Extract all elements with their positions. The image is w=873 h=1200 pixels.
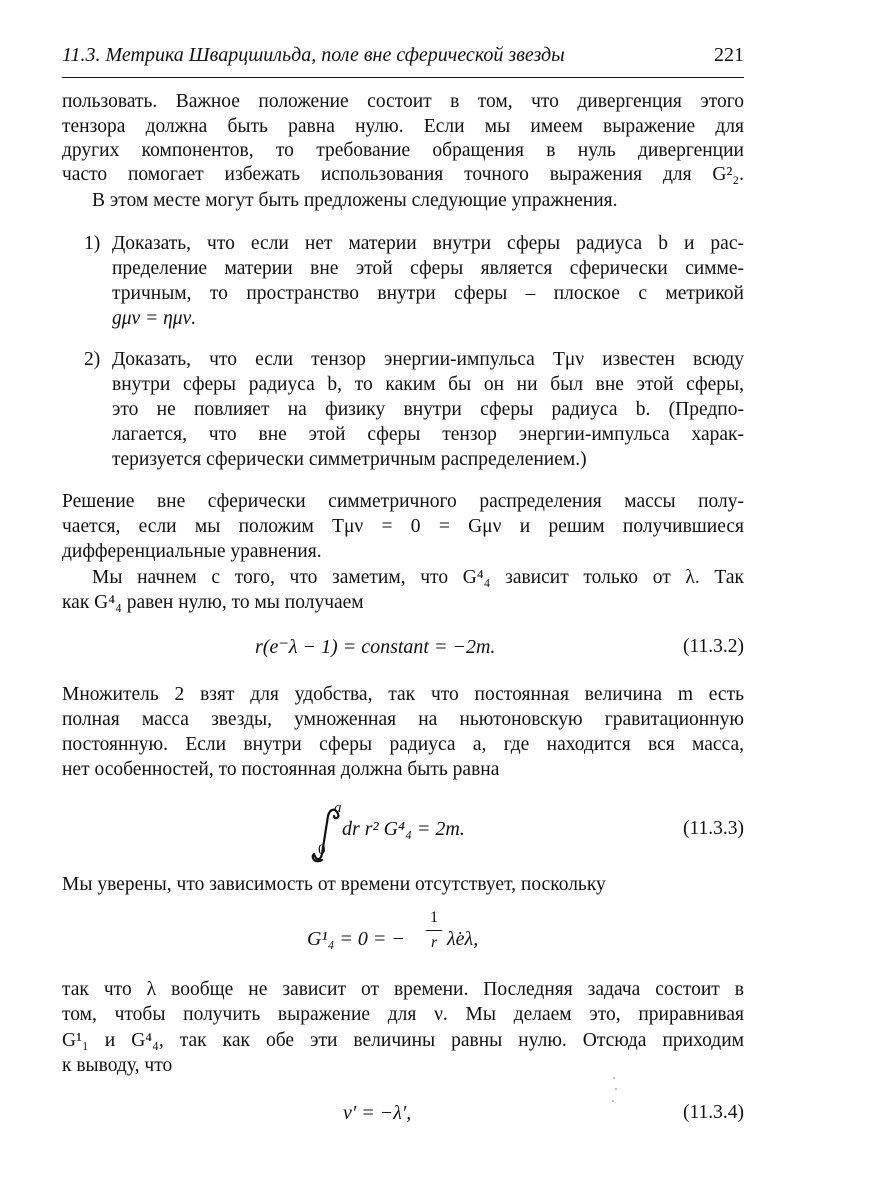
text-line: Решение вне сферически симметричного распределения массы полу- (62, 491, 744, 512)
text-line: полная масса звезды, умноженная на ньютоновскую гравитационную (62, 709, 744, 730)
exercise-1-marker: 1) (84, 233, 101, 254)
exercise-2-line: теризуется сферически симметричным распределением.) (112, 449, 587, 470)
exercise-2-marker: 2) (84, 349, 101, 370)
page-number: 221 (714, 44, 744, 66)
equation-g14-left: G¹₄ = 0 = − (307, 928, 405, 950)
exercise-2-line: Доказать, что если тензор энергии-импульса Tμν известен всюду (112, 349, 744, 370)
text-line: других компонентов, то требование обращения в нуль дивергенции (62, 140, 744, 161)
header-rule (62, 77, 744, 78)
text-line: к выводу, что (62, 1055, 173, 1076)
equation-11-3-4: ν′ = −λ′, (343, 1102, 412, 1124)
equation-number: (11.3.4) (682, 1102, 744, 1123)
text-line: как G⁴₄ равен нулю, то мы получаем (62, 592, 364, 613)
exercise-1-line: тричным, то пространство внутри сферы – плоское с метрикой (112, 283, 744, 304)
text-line: нет особенностей, то постоянная должна быть равна (62, 759, 500, 780)
text-line: Множитель 2 взят для удобства, так что постоянная величина m есть (62, 684, 744, 705)
equation-g14-right: λ̇eλ, (447, 928, 479, 950)
exercise-2-line: это не повлияет на физику внутри сферы радиуса b. (Предпо- (112, 399, 744, 420)
fraction-bar (426, 930, 442, 931)
equation-number: (11.3.2) (682, 636, 744, 657)
text-line: тензора должна быть равна нулю. Если мы имеем выражение для (62, 116, 744, 137)
text-line: том, чтобы получить выражение для ν. Мы делаем это, приравнивая (62, 1004, 744, 1025)
text-line: Мы начнем с того, что заметим, что G⁴₄ зависит только от λ. Так (92, 567, 744, 588)
text-line: постоянную. Если внутри сферы радиуса a, где находится вся масса, (62, 734, 744, 755)
equation-number: (11.3.3) (682, 818, 744, 839)
text-line: пользовать. Важное положение состоит в том, что дивергенция этого (62, 91, 744, 112)
exercise-1-line: Доказать, что если нет материи внутри сферы радиуса b и рас- (112, 233, 744, 254)
fraction-denominator: r (431, 934, 438, 951)
integral-upper-limit: a (334, 800, 342, 816)
equation-11-3-3-body: dr r² G⁴₄ = 2m. (342, 818, 465, 840)
running-title: 11.3. Метрика Шварцшильда, поле вне сферической звезды (62, 44, 565, 66)
exercise-1-line: gμν = ημν. (112, 308, 197, 329)
text-line: часто помогает избежать использования точного выражения для G²₂. (62, 164, 744, 185)
equation-11-3-2: r(e⁻λ − 1) = constant = −2m. (255, 636, 496, 658)
text-line: Мы уверены, что зависимость от времени отсутствует, поскольку (62, 874, 606, 895)
exercise-2-line: лагается, что вне этой сферы тензор энергии-импульса харак- (112, 424, 744, 445)
page-header (62, 44, 744, 74)
integral-lower-limit: 0 (318, 842, 326, 858)
text-line: G¹₁ и G⁴₄, так как обе эти величины равны нулю. Отсюда приходим (62, 1030, 744, 1051)
exercise-1-line: пределение материи вне этой сферы является сферически симме- (112, 258, 744, 279)
scan-speck-icon (610, 1075, 630, 1105)
exercise-2-line: внутри сферы радиуса b, то каким бы он ни был вне этой сферы, (112, 374, 744, 395)
text-line: дифференциальные уравнения. (62, 541, 322, 562)
text-line: чается, если мы положим Tμν = 0 = Gμν и решим получившиеся (62, 516, 744, 537)
text-line: В этом месте могут быть предложены следующие упражнения. (92, 190, 618, 211)
fraction-numerator: 1 (430, 909, 438, 926)
text-line: так что λ вообще не зависит от времени. Последняя задача состоит в (62, 979, 744, 1000)
